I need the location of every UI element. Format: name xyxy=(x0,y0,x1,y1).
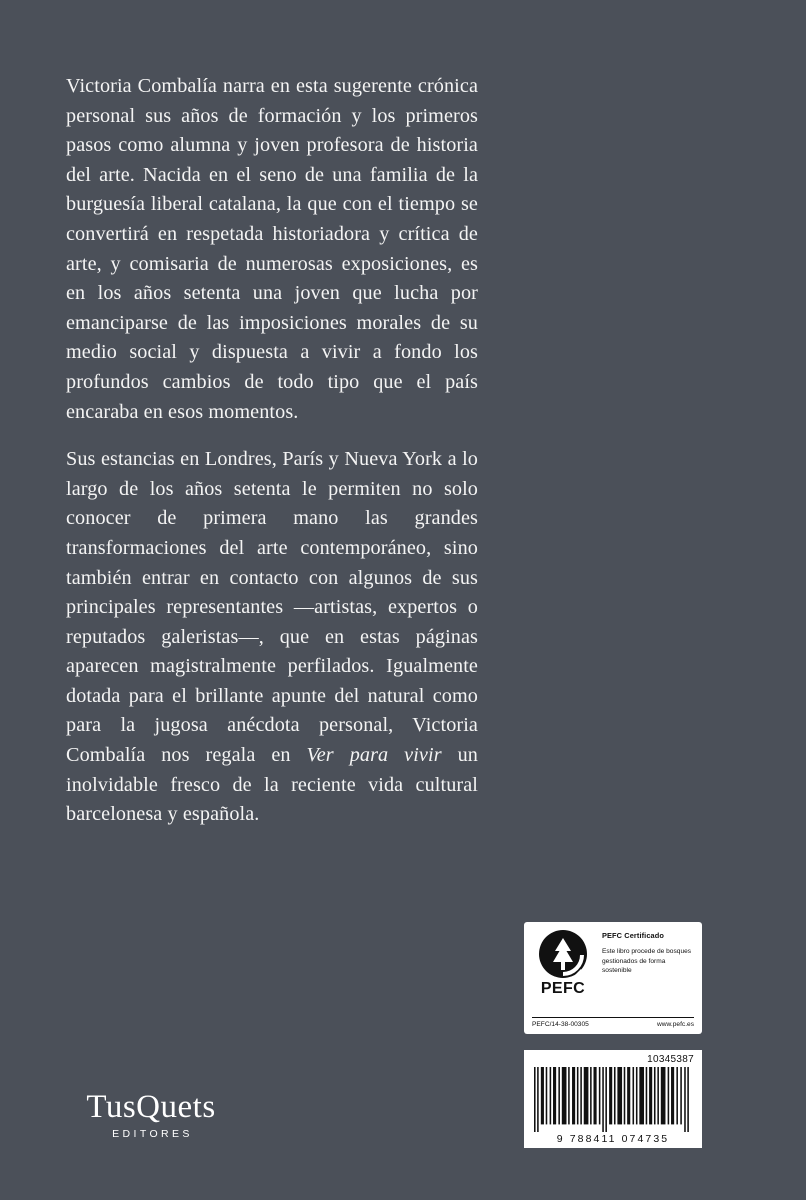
pefc-certification-badge xyxy=(524,922,702,1034)
blurb-text-block xyxy=(66,72,478,830)
pefc-cert-title: PEFC Certificado xyxy=(602,931,664,940)
book-title-italic: Ver para vivir xyxy=(306,744,442,767)
pefc-tree-icon xyxy=(538,929,588,979)
pefc-url: www.pefc.es xyxy=(656,1021,694,1028)
blurb-paragraph-2 xyxy=(66,445,478,830)
barcode-isbn-digits: 9 788411 074735 xyxy=(556,1133,670,1145)
publisher-name: TusQuets xyxy=(86,1089,216,1125)
barcode-block xyxy=(524,1050,702,1148)
pefc-text-block xyxy=(602,929,694,976)
pefc-bottom-row xyxy=(532,1017,694,1028)
publisher-subtitle: EDITORES xyxy=(112,1127,193,1140)
pefc-logo xyxy=(532,929,594,998)
blurb-paragraph-2-part-1: Sus estancias en Londres, París y Nueva York a lo largo de los años setenta le permiten no solo conocer de primera mano las grandes transformaciones del arte contemporáneo, sino también entrar en contacto con algunos de sus principales representantes —artistas, expertos o reputados galeristas—, que en estas páginas aparecen magistralmente perfilados. Igualmente dotada para el brillante apunte del natural como para la jugosa anécdota personal, Victoria Combalía nos regala en xyxy=(66,448,478,767)
pefc-code: PEFC/14-38-00305 xyxy=(532,1021,589,1028)
pefc-top-row xyxy=(532,929,694,998)
blurb-paragraph-2-part-2: un inolvidable fresco de la reciente vida cultural barcelonesa y española. xyxy=(66,744,478,826)
pefc-description: Este libro procede de bosques gestionados de forma sostenible xyxy=(602,948,692,975)
barcode-bars xyxy=(534,1067,692,1132)
blurb-paragraph-1: Victoria Combalía narra en esta sugerente crónica personal sus años de formación y los primeros pasos como alumna y joven profesora de historia del arte. Nacida en el seno de una familia de la burguesía liberal catalana, la que con el tiempo se convertirá en respetada historiadora y crítica de arte, y comisaria de numerosas exposiciones, es en los años setenta una joven que lucha por emanciparse de las imposiciones morales de su medio social y dispuesta a vivir a fondo los profundos cambios de todo tipo que el país encaraba en esos momentos. xyxy=(66,75,478,423)
publisher-logo xyxy=(66,1090,236,1140)
pefc-wordmark: PEFC xyxy=(540,980,586,997)
barcode-top-number: 10345387 xyxy=(647,1054,694,1065)
